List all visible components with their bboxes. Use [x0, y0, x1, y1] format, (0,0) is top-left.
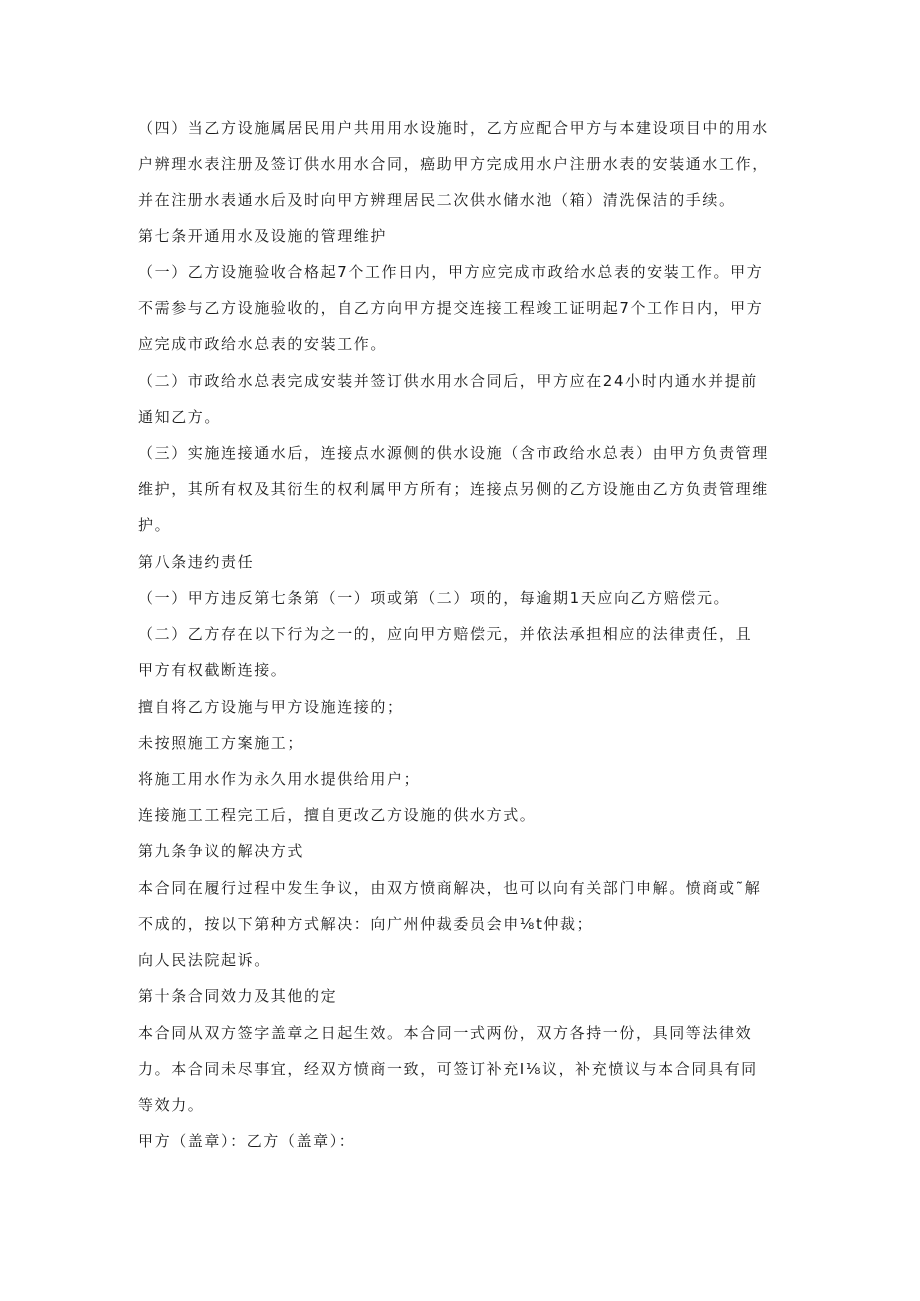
- signature-line: 甲方（盖章）：乙方（盖章）：: [138, 1132, 356, 1150]
- text-line: 甲方有权截断连接。: [138, 661, 288, 679]
- text-line: 维护，其所有权及其衍生的权利属甲方所有；连接点另侧的乙方设施由乙方负责管理维: [138, 480, 769, 498]
- text-line: 将施工用水作为永久用水提供给用户；: [138, 770, 421, 788]
- text-line: （二）乙方存在以下行为之一的，应向甲方赔偿元，并依法承担相应的法律责任，且: [138, 625, 753, 643]
- text-line: （一）乙方设施验收合格起7个工作日内，甲方应完成市政给水总表的安装工作。甲方: [138, 263, 764, 281]
- text-line: 力。本合同未尽事宜，经双方愤商一致，可签订补充I⅛议，补充愤议与本合同具有同: [138, 1060, 758, 1078]
- text-line: 擅自将乙方设施与甲方设施连接的；: [138, 698, 404, 716]
- text-line: 通知乙方。: [138, 408, 222, 426]
- section-heading: 第九条争议的解决方式: [138, 842, 305, 860]
- text-line: 不需参与乙方设施验收的，自乙方向甲方提交连接工程竣工证明起7个工作日内，甲方: [138, 299, 764, 317]
- text-line: 并在注册水表通水后及时向甲方辨理居民二次供水储水池（箱）清洗保洁的手续。: [138, 191, 736, 209]
- text-line: 等效力。: [138, 1096, 205, 1114]
- text-line: （四）当乙方设施属居民用户共用用水设施时，乙方应配合甲方与本建设项目中的用水: [138, 119, 769, 137]
- text-line: 连接施工工程完工后，擅自更改乙方设施的供水方式。: [138, 806, 537, 824]
- section-heading: 第八条违约责任: [138, 553, 255, 571]
- text-line: 护。: [138, 516, 172, 534]
- section-heading: 第十条合同效力及其他的定: [138, 987, 338, 1005]
- text-line: 不成的，按以下第种方式解决：向广州仲裁委员会申⅛t仲裁；: [138, 915, 594, 933]
- text-line: 本合同从双方签字盖章之日起生效。本合同一式两份，双方各持一份，具同等法律效: [138, 1024, 753, 1042]
- text-line: （二）市政给水总表完成安装并签订供水用水合同后，甲方应在24小时内通水并提前: [138, 372, 758, 390]
- text-line: （一）甲方违反第七条第（一）项或第（二）项的，每逾期1天应向乙方赔偿元。: [138, 589, 731, 607]
- text-line: 本合同在履行过程中发生争议，由双方愤商解决，也可以向有关部门申解。愤商或˜解: [138, 879, 762, 897]
- text-line: 未按照施工方案施工；: [138, 734, 305, 752]
- text-line: 向人民法院起诉。: [138, 951, 271, 969]
- text-line: （三）实施连接通水后，连接点水源侧的供水设施（含市政给水总表）由甲方负责管理: [138, 444, 769, 462]
- section-heading: 第七条开通用水及设施的管理维护: [138, 227, 388, 245]
- text-line: 应完成市政给水总表的安装工作。: [138, 335, 388, 353]
- text-line: 户辨理水表注册及签订供水用水合同，癌助甲方完成用水户注册水表的安装通水工作，: [138, 155, 769, 173]
